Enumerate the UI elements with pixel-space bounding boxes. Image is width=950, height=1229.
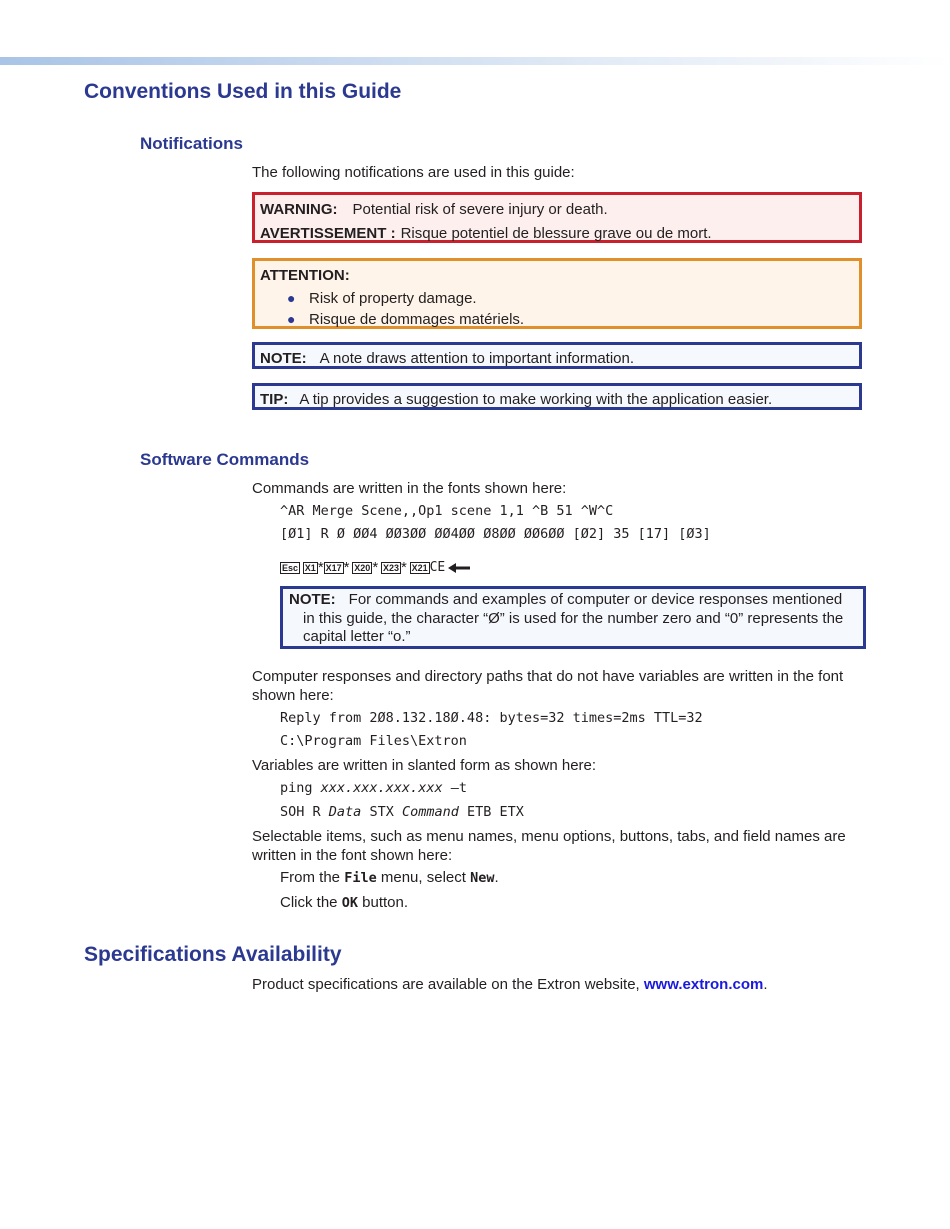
selectable-items-intro: Selectable items, such as menu names, menu options, buttons, tabs, and field names are written in the font shown here:	[252, 828, 846, 864]
page-title: Conventions Used in this Guide	[84, 80, 402, 103]
selectable-example-1: From the File menu, select New.	[280, 869, 499, 886]
response-example: Reply from 2Ø8.132.18Ø.48: bytes=32 times=2ms TTL=32	[280, 710, 703, 726]
specifications-heading: Specifications Availability	[84, 943, 342, 966]
key-esc: Esc	[282, 562, 299, 573]
note-text: A note draws attention to important information.	[319, 350, 635, 367]
menu-option-example: New	[470, 870, 495, 886]
warning-box	[252, 192, 862, 243]
return-arrow-icon	[448, 563, 470, 573]
avertissement-text: Risque potentiel de blessure grave ou de mort.	[400, 225, 712, 242]
attention-box	[252, 258, 862, 329]
header-gradient-bar	[0, 57, 950, 65]
list-item: ● Risque de dommages matériels.	[287, 311, 525, 328]
note-label: NOTE:	[260, 350, 307, 367]
note-box	[252, 342, 862, 369]
directory-path-example: C:\Program Files\Extron	[280, 733, 467, 749]
commands-note-label: NOTE:	[289, 591, 336, 608]
tip-text: A tip provides a suggestion to make working with the application easier.	[299, 391, 773, 408]
bullet-icon: ●	[287, 311, 296, 327]
notifications-heading: Notifications	[140, 134, 243, 153]
avertissement-label: AVERTISSEMENT :	[260, 225, 396, 242]
key-x1: X1	[304, 562, 316, 573]
variable-example-2: SOH R Data STX Command ETB ETX	[280, 804, 524, 820]
notifications-intro: The following notifications are used in this guide:	[252, 164, 575, 181]
warning-label: WARNING:	[260, 201, 338, 218]
menu-name-example: File	[344, 870, 377, 886]
warning-text: Potential risk of severe injury or death.	[352, 201, 608, 218]
key-x23: X23	[382, 562, 399, 573]
command-example-2: [Ø1] R Ø ØØ4 ØØ3ØØ ØØ4ØØ Ø8ØØ ØØ6ØØ [Ø2] 35 [17] [Ø3]	[280, 526, 711, 542]
key-sequence: Esc X1 * X17 * X20 * X23 * X21 CE	[280, 559, 470, 575]
specifications-text: Product specifications are available on the Extron website, www.extron.com.	[252, 976, 768, 993]
attention-label: ATTENTION:	[260, 267, 350, 284]
extron-website-link[interactable]: www.extron.com	[643, 976, 764, 993]
responses-intro: Computer responses and directory paths that do not have variables are written in the font shown here:	[252, 668, 844, 704]
key-x21: X21	[411, 562, 428, 573]
key-x20: X20	[354, 562, 371, 573]
key-x17: X17	[325, 562, 342, 573]
command-example-1: ^AR Merge Scene,,Op1 scene 1,1 ^B 51 ^W^C	[280, 503, 614, 519]
commands-note-box	[280, 586, 866, 649]
commands-note-text: For commands and examples of computer or device responses mentioned in this guide, the character “Ø” is used for the number zero and “0” represents the capital letter “o.”	[303, 591, 844, 645]
key-ce: CE	[429, 560, 446, 575]
list-item: ● Risk of property damage.	[287, 290, 477, 307]
software-commands-heading: Software Commands	[140, 450, 310, 469]
selectable-example-2: Click the OK button.	[280, 894, 409, 911]
variable-example-1: ping xxx.xxx.xxx.xxx —t	[280, 780, 467, 796]
commands-intro: Commands are written in the fonts shown here:	[252, 480, 567, 497]
variables-intro: Variables are written in slanted form as shown here:	[252, 757, 597, 774]
tip-box	[252, 383, 862, 410]
bullet-icon: ●	[287, 290, 296, 306]
tip-label: TIP:	[260, 391, 289, 408]
button-name-example: OK	[341, 895, 358, 911]
